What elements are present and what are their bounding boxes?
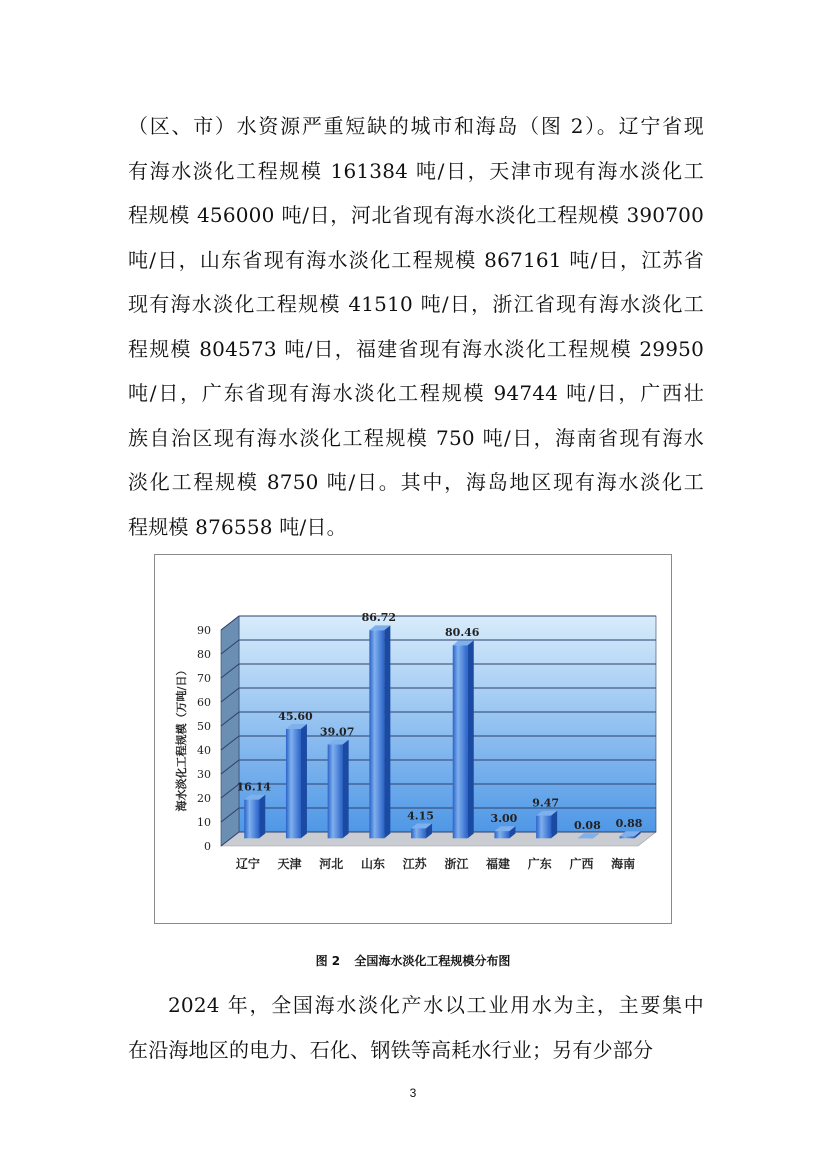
data-label: 4.15 [407, 809, 434, 823]
bar-chart [155, 555, 671, 923]
text-line: 现有海水淡化工程规模 41510 吨/日，浙江省现有海水淡化工 [128, 292, 704, 316]
x-tick-label: 山东 [360, 857, 385, 871]
figure-label: 图 2 [315, 954, 341, 968]
bar [620, 836, 635, 838]
bar-side [468, 640, 474, 838]
y-tick-label: 70 [197, 672, 211, 685]
bar-side [343, 740, 349, 839]
bar [536, 816, 551, 839]
y-tick-label: 80 [197, 648, 211, 661]
y-tick-label: 0 [204, 840, 211, 853]
x-tick-label: 海南 [611, 857, 636, 871]
chart-frame [154, 554, 672, 924]
x-tick-label: 河北 [319, 857, 344, 871]
text-line: 吨/日，广东省现有海水淡化工程规模 94744 吨/日，广西壮 [128, 381, 704, 405]
x-tick-label: 福建 [486, 857, 511, 871]
y-tick-label: 40 [197, 744, 211, 757]
bar [411, 828, 426, 838]
data-label: 86.72 [361, 611, 397, 625]
data-label: 16.14 [236, 780, 271, 794]
page-number: 3 [409, 1086, 417, 1100]
bar [453, 645, 468, 838]
figure-caption [0, 952, 826, 969]
bar [494, 831, 509, 838]
text-line: 程规模 804573 吨/日，福建省现有海水淡化工程规模 29950 [128, 336, 704, 361]
bar [328, 745, 343, 839]
x-tick-label: 辽宁 [235, 857, 260, 871]
data-label: 0.88 [615, 817, 643, 831]
data-label: 9.47 [532, 796, 560, 810]
data-label: 0.08 [573, 819, 601, 833]
text-line: 在沿海地区的电力、石化、钢铁等高耗水行业；另有少部分 [128, 1037, 654, 1062]
figure-title: 全国海水淡化工程规模分布图 [354, 954, 511, 968]
y-tick-label: 10 [197, 816, 211, 829]
text-line: 程规模 876558 吨/日。 [128, 514, 347, 539]
x-tick-label: 天津 [277, 857, 302, 871]
x-tick-label: 广东 [527, 857, 552, 871]
text-line: 淡化工程规模 8750 吨/日。其中，海岛地区现有海水淡化工 [128, 470, 704, 494]
bar [244, 800, 259, 839]
bar [369, 630, 384, 838]
x-tick-label: 浙江 [444, 857, 469, 871]
chart-side-wall [221, 616, 239, 846]
text-line: 有海水淡化工程规模 161384 吨/日，天津市现有海水淡化工 [128, 158, 704, 183]
data-label: 3.00 [490, 812, 518, 826]
bar [286, 729, 301, 838]
text-line: （区、市）水资源严重短缺的城市和海岛（图 2）。辽宁省现 [128, 114, 704, 138]
text-line: 族自治区现有海水淡化工程规模 750 吨/日，海南省现有海水 [128, 425, 704, 450]
text-line: 吨/日，山东省现有海水淡化工程规模 867161 吨/日，江苏省 [128, 247, 704, 272]
data-label: 80.46 [445, 626, 480, 640]
bar-side [384, 625, 390, 838]
data-label: 39.07 [319, 725, 355, 739]
y-tick-label: 20 [197, 792, 211, 805]
body-paragraph-2 [128, 983, 704, 1072]
bar-side [551, 811, 557, 839]
x-tick-label: 广西 [569, 857, 594, 871]
y-tick-label: 50 [197, 720, 211, 733]
body-paragraph-1 [128, 104, 704, 549]
y-tick-label: 90 [197, 624, 211, 637]
bar-side [259, 795, 265, 839]
data-label: 45.60 [278, 709, 313, 723]
y-tick-label: 30 [197, 768, 211, 781]
text-line: 2024 年，全国海水淡化产水以工业用水为主，主要集中 [168, 993, 704, 1017]
y-axis-label: 海水淡化工程规模（万吨/日） [175, 664, 188, 812]
x-tick-label: 江苏 [402, 857, 427, 871]
bar-side [301, 724, 307, 838]
text-line: 程规模 456000 吨/日，河北省现有海水淡化工程规模 390700 [128, 203, 704, 227]
y-tick-label: 60 [197, 696, 211, 709]
